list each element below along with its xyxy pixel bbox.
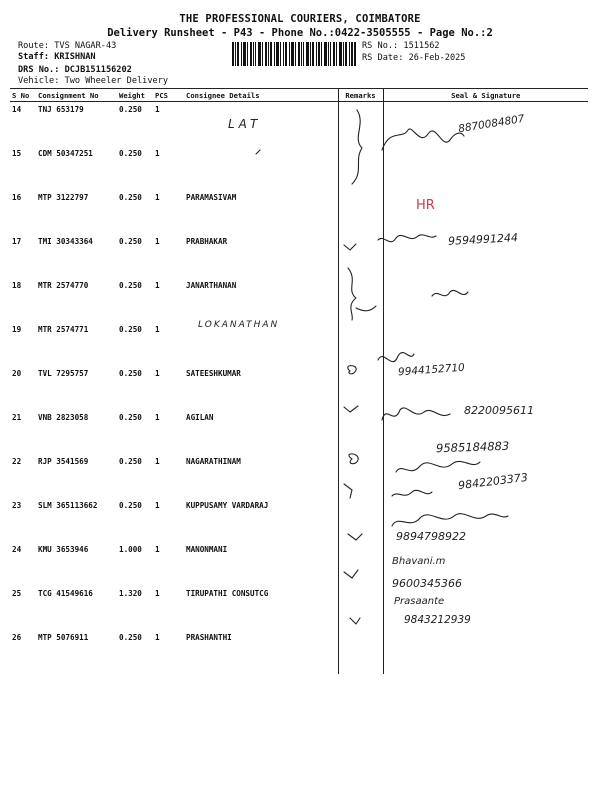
col-consignee: Consignee Details: [184, 89, 338, 102]
cell-sno: 14: [12, 105, 22, 114]
col-pcs: PCS: [153, 89, 184, 102]
remark-tick-mark: [344, 406, 358, 412]
route-label: Route: TVS NAGAR-43: [18, 41, 117, 51]
cell-sno: 21: [12, 413, 22, 422]
cell-consignment: MTR 2574771: [38, 325, 89, 334]
handwritten-initials-16: HR: [416, 198, 435, 213]
cell-pcs: 1: [155, 369, 160, 378]
cell-consignment: MTP 3122797: [38, 193, 89, 202]
cell-consignee: KUPPUSAMY VARDARAJ: [186, 501, 269, 510]
cell-consignee: PRABHAKAR: [186, 237, 228, 246]
cell-consignment: KMU 3653946: [38, 545, 89, 554]
col-weight: Weight: [117, 89, 153, 102]
handwritten-phone-22: 9585184883: [435, 438, 510, 456]
cell-weight: 0.250: [119, 105, 142, 114]
cell-pcs: 1: [155, 237, 160, 246]
cell-consignment: CDM 50347251: [38, 149, 93, 158]
cell-consignee: PRASHANTHI: [186, 633, 232, 642]
cell-consignment: TVL 7295757: [38, 369, 89, 378]
company-title: THE PROFESSIONAL COURIERS, COIMBATORE: [179, 13, 421, 25]
col-seal-signature: Seal & Signature: [383, 89, 588, 102]
signature-scribble: [378, 353, 414, 362]
cell-consignee: NAGARATHINAM: [186, 457, 241, 466]
signature-scribble: [378, 235, 436, 242]
handwritten-phone-17: 9594991244: [447, 231, 519, 248]
handwritten-phone-26: 9843212939: [404, 614, 471, 626]
cell-pcs: 1: [155, 281, 160, 290]
cell-pcs: 1: [155, 193, 160, 202]
cell-sno: 19: [12, 325, 22, 334]
cell-pcs: 1: [155, 325, 160, 334]
cell-sno: 25: [12, 589, 22, 598]
handwritten-phone-21: 8220095611: [464, 404, 534, 417]
remark-circle-mark: [348, 366, 356, 374]
cell-pcs: 1: [155, 457, 160, 466]
cell-consignment: VNB 2823058: [38, 413, 89, 422]
remark-brace-mark: [356, 306, 376, 311]
rs-no-label: RS No.: 1511562: [362, 41, 440, 51]
cell-sno: 22: [12, 457, 22, 466]
signature-scribble: [396, 461, 480, 472]
handwritten-phone-14: 8870084807: [457, 112, 526, 136]
cell-sno: 23: [12, 501, 22, 510]
cell-sno: 18: [12, 281, 22, 290]
runsheet-subtitle: Delivery Runsheet - P43 - Phone No.:0422-3505555 - Page No.:2: [107, 27, 493, 39]
col-consignment: Consignment No: [36, 89, 117, 102]
cell-consignment: RJP 3541569: [38, 457, 89, 466]
handwritten-consignee-19: LOKANATHAN: [198, 320, 280, 330]
signature-scribble: [382, 408, 450, 420]
cell-weight: 0.250: [119, 281, 142, 290]
cell-pcs: 1: [155, 501, 160, 510]
col-sno: S No: [10, 89, 36, 102]
cell-pcs: 1: [155, 633, 160, 642]
cell-sno: 24: [12, 545, 22, 554]
cell-sno: 15: [12, 149, 22, 158]
cell-sno: 26: [12, 633, 22, 642]
cell-pcs: 1: [155, 589, 160, 598]
signature-scribble: [392, 514, 508, 526]
cell-weight: 0.250: [119, 193, 142, 202]
cell-consignee: MANONMANI: [186, 545, 228, 554]
cell-weight: 0.250: [119, 501, 142, 510]
cell-consignment: MTP 5076911: [38, 633, 89, 642]
cell-sno: 20: [12, 369, 22, 378]
col-remarks: Remarks: [338, 89, 383, 102]
cell-consignee: JANARTHANAN: [186, 281, 237, 290]
cell-weight: 1.000: [119, 545, 142, 554]
remark-tick-mark: [344, 484, 352, 498]
handwritten-name-26: Prasaante: [394, 596, 445, 607]
cell-pcs: 1: [155, 149, 160, 158]
remark-brace-mark: [352, 110, 362, 184]
remark-tick-mark: [348, 534, 362, 540]
handwritten-phone-25: 9600345366: [392, 577, 462, 590]
cell-consignment: TCG 41549616: [38, 589, 93, 598]
cell-weight: 0.250: [119, 149, 142, 158]
cell-consignee: SATEESHKUMAR: [186, 369, 241, 378]
remark-tick-mark: [344, 570, 358, 578]
staff-label: Staff: KRISHNAN: [18, 52, 96, 62]
handwritten-consignee-14: LAT: [228, 117, 262, 131]
handwritten-phone-23: 9842203373: [457, 470, 529, 493]
cell-sno: 17: [12, 237, 22, 246]
remark-brace-mark: [348, 268, 356, 320]
vehicle-label: Vehicle: Two Wheeler Delivery: [18, 76, 169, 86]
cell-consignment: MTR 2574770: [38, 281, 89, 290]
cell-weight: 0.250: [119, 413, 142, 422]
cell-consignment: TNJ 653179: [38, 105, 84, 114]
remark-tick-mark: [344, 244, 356, 250]
drs-label: DRS No.: DCJB151156202: [18, 65, 132, 75]
cell-consignee: PARAMASIVAM: [186, 193, 237, 202]
handwritten-name-25: Bhavani.m: [392, 556, 446, 567]
handwritten-phone-24: 9894798922: [396, 530, 466, 543]
consignee-dash-mark: [256, 150, 260, 154]
signature-scribble: [382, 129, 464, 150]
cell-weight: 0.250: [119, 369, 142, 378]
signature-scribble: [432, 290, 468, 296]
remark-tick-mark: [350, 618, 360, 624]
cell-consignment: SLM 365113662: [38, 501, 98, 510]
signature-scribble: [392, 490, 432, 496]
cell-consignment: TMI 30343364: [38, 237, 93, 246]
cell-weight: 0.250: [119, 457, 142, 466]
cell-consignee: AGILAN: [186, 413, 214, 422]
remark-circle-mark: [349, 454, 358, 464]
handwritten-phone-20: 9944152710: [397, 361, 466, 379]
cell-consignee: TIRUPATHI CONSUTCG: [186, 589, 269, 598]
cell-weight: 0.250: [119, 325, 142, 334]
cell-pcs: 1: [155, 105, 160, 114]
cell-pcs: 1: [155, 413, 160, 422]
cell-sno: 16: [12, 193, 22, 202]
cell-pcs: 1: [155, 545, 160, 554]
cell-weight: 0.250: [119, 237, 142, 246]
cell-weight: 1.320: [119, 589, 142, 598]
rs-date-label: RS Date: 26-Feb-2025: [362, 53, 466, 63]
cell-weight: 0.250: [119, 633, 142, 642]
